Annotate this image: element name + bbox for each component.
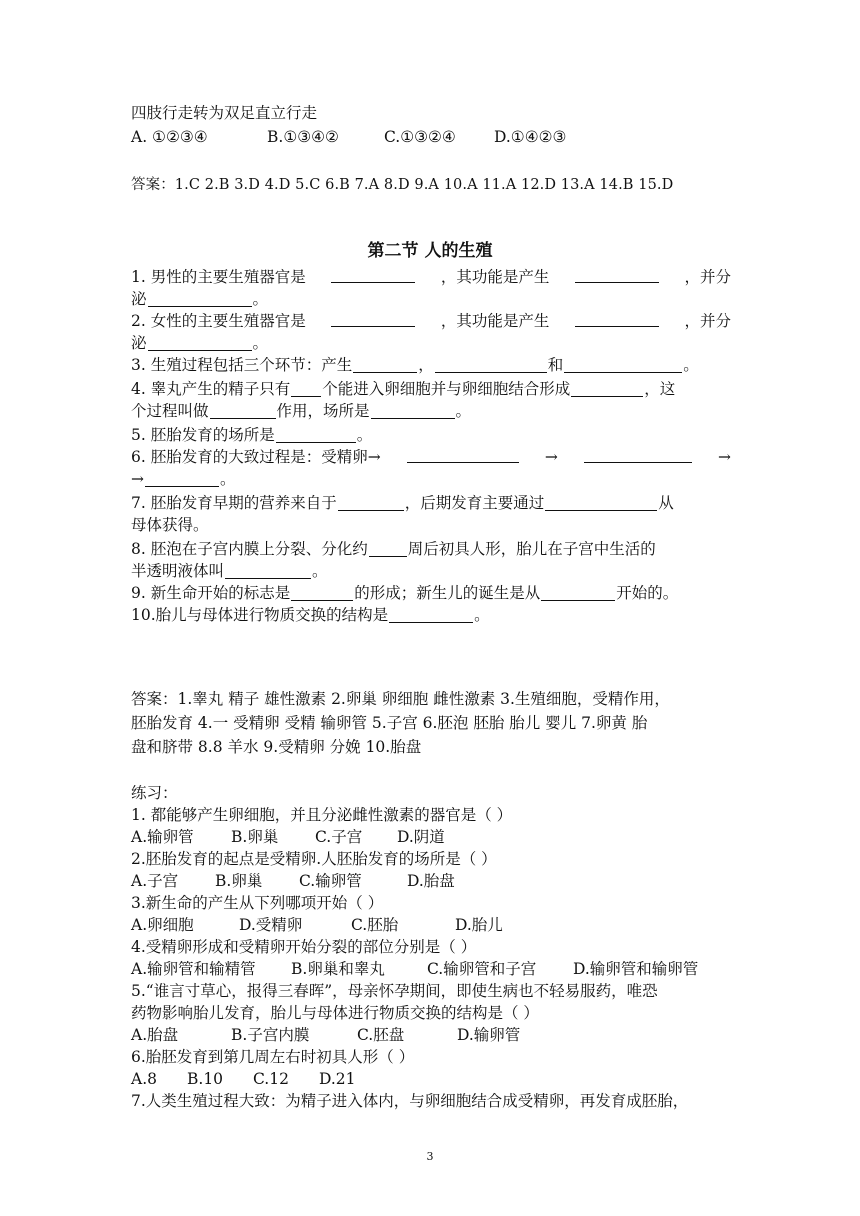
practice-q1: 1. 都能够产生卵细胞，并且分泌雌性激素的器官是（ ） — [131, 806, 513, 824]
answer-blank — [291, 584, 353, 601]
page-number: 3 — [426, 1150, 434, 1163]
answer-blank — [369, 540, 407, 557]
answer-blank — [225, 562, 311, 579]
practice-q5-options: A.胎盘 B.子宫内膜 C.胚盘 D.输卵管 — [131, 1026, 521, 1044]
prev-answer-key: 答案：1.C 2.B 3.D 4.D 5.C 6.B 7.A 8.D 9.A 10.A 11.A 12.D 13.A 14.B 15.D — [131, 177, 674, 193]
answer-blank — [331, 266, 415, 283]
option-b: B.①③④② — [267, 128, 339, 146]
option-c: C.①③②④ — [384, 128, 456, 146]
answer-blank — [545, 494, 657, 511]
question-6-line-2: → 。 — [131, 470, 236, 488]
option-d: D.①④②③ — [494, 128, 567, 146]
practice-q2: 2.胚胎发育的起点是受精卵.人胚胎发育的场所是（ ） — [131, 850, 497, 868]
practice-q6-options: A.8 B.10 C.12 D.21 — [131, 1070, 356, 1088]
question-10: 10.胎儿与母体进行物质交换的结构是 。 — [131, 606, 490, 624]
question-2-line-2: 泌 。 — [131, 334, 269, 352]
practice-q2-options: A.子宫 B.卵巢 C.输卵管 D.胎盘 — [131, 872, 455, 890]
prev-question-tail: 四肢行走转为双足直立行走 — [131, 104, 318, 122]
answer-blank — [584, 446, 692, 463]
answer-blank — [389, 606, 473, 623]
question-7-line-1: 7. 胚胎发育早期的营养来自于 ，后期发育主要通过 从 — [131, 494, 674, 512]
practice-q6: 6.胎胚发育到第几周左右时初具人形（ ） — [131, 1048, 415, 1066]
answer-blank — [407, 446, 519, 463]
practice-title: 练习： — [131, 784, 178, 802]
answer-blank — [276, 426, 356, 443]
answer-blank — [564, 356, 682, 373]
answer-blank — [291, 380, 321, 397]
answer-blank — [145, 470, 219, 487]
answer-blank — [541, 584, 615, 601]
practice-q5-line-2: 药物影响胎儿发育，胎儿与母体进行物质交换的结构是（ ） — [131, 1004, 539, 1022]
option-a: A. ①②③④ — [131, 128, 208, 146]
answer-blank — [210, 402, 276, 419]
answer-blank — [331, 310, 415, 327]
question-7-line-2: 母体获得。 — [131, 516, 209, 534]
answer-blank — [575, 310, 659, 327]
answer-blank — [435, 356, 547, 373]
answer-blank — [575, 266, 659, 283]
practice-q4: 4.受精卵形成和受精卵开始分裂的部位分别是（ ） — [131, 938, 477, 956]
answer-blank — [148, 290, 252, 307]
answer-blank — [353, 356, 417, 373]
practice-q3-options: A.卵细胞 D.受精卵 C.胚胎 D.胎儿 — [131, 916, 503, 934]
answer-blank — [338, 494, 404, 511]
question-4-line-1: 4. 睾丸产生的精子只有 个能进入卵细胞并与卵细胞结合形成 ，这 — [131, 380, 676, 398]
answer-key-line-3: 盘和脐带 8.8 羊水 9.受精卵 分娩 10.胎盘 — [131, 738, 422, 756]
section-title: 第二节 人的生殖 — [367, 241, 493, 261]
question-6-line-1: 6. 胚胎发育的大致过程是：受精卵→ → → — [131, 448, 731, 466]
practice-q4-options: A.输卵管和输精管 B.卵巢和睾丸 C.输卵管和子宫 D.输卵管和输卵管 — [131, 960, 699, 978]
answer-blank — [571, 380, 643, 397]
question-1-line-1: 1. 男性的主要生殖器官是 ，其功能是产生 ，并分 — [131, 268, 731, 286]
question-2-line-1: 2. 女性的主要生殖器官是 ，其功能是产生 ，并分 — [131, 312, 731, 330]
question-3: 3. 生殖过程包括三个环节：产生 ， 和 。 — [131, 356, 699, 374]
question-9: 9. 新生命开始的标志是 的形成；新生儿的诞生是从 开始的。 — [131, 584, 679, 602]
practice-q7: 7.人类生殖过程大致：为精子进入体内，与卵细胞结合成受精卵，再发育成胚胎， — [131, 1092, 689, 1110]
practice-q3: 3.新生命的产生从下列哪项开始（ ） — [131, 894, 384, 912]
question-1-line-2: 泌 。 — [131, 290, 269, 308]
answer-blank — [371, 402, 455, 419]
answer-key-line-2: 胚胎发育 4.一 受精卵 受精 输卵管 5.子宫 6.胚泡 胚胎 胎儿 婴儿 7.卵黄 胎 — [131, 714, 648, 732]
practice-q5-line-1: 5.“谁言寸草心，报得三春晖”，母亲怀孕期间，即使生病也不轻易服药，唯恐 — [131, 982, 658, 1000]
answer-key-line-1: 答案：1.睾丸 精子 雄性激素 2.卵巢 卵细胞 雌性激素 3.生殖细胞，受精作用， — [131, 690, 670, 708]
question-8-line-1: 8. 胚泡在子宫内膜上分裂、分化约 周后初具人形，胎儿在子宫中生活的 — [131, 540, 656, 558]
answer-blank — [148, 334, 252, 351]
practice-q1-options: A.输卵管 B.卵巢 C.子宫 D.阴道 — [131, 828, 445, 846]
question-4-line-2: 个过程叫做 作用，场所是 。 — [131, 402, 472, 420]
prev-options — [131, 126, 731, 148]
question-8-line-2: 半透明液体叫 。 — [131, 562, 328, 580]
question-5: 5. 胚胎发育的场所是 。 — [131, 426, 373, 444]
